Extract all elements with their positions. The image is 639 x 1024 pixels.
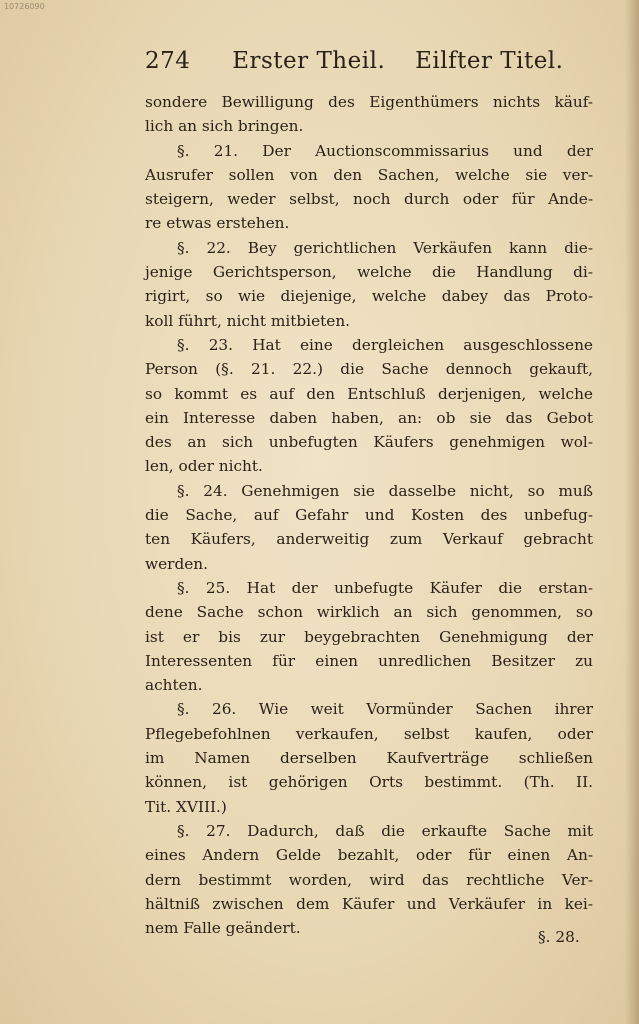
text-line: des an sich unbefugten Käufers genehmigen wol- xyxy=(145,433,593,452)
page-number: 274 xyxy=(145,48,191,74)
body-text xyxy=(145,90,593,940)
text-line: §. 23. Hat eine dergleichen ausgeschlossene xyxy=(177,335,593,354)
text-line: die Sache, auf Gefahr und Kosten des unbefug- xyxy=(145,506,593,525)
paragraph xyxy=(145,236,593,333)
text-line: ein Interesse daben haben, an: ob sie das Gebot xyxy=(145,408,593,427)
page-header xyxy=(145,48,595,74)
text-line: so kommt es auf den Entschluß derjenigen, welche xyxy=(145,384,593,403)
text-line: §. 24. Genehmigen sie dasselbe nicht, so muß xyxy=(177,481,593,500)
catchword: §. 28. xyxy=(538,928,580,946)
paragraph xyxy=(145,479,593,576)
page-edge-shadow xyxy=(625,0,639,1024)
text-line: Interessenten für einen unredlichen Besitzer zu xyxy=(145,651,593,670)
text-line: Tit. XVIII.) xyxy=(145,797,227,816)
text-line: Pflegebefohlnen verkaufen, selbst kaufen, oder xyxy=(145,724,593,743)
text-line: §. 22. Bey gerichtlichen Verkäufen kann die- xyxy=(177,238,593,257)
paragraph xyxy=(145,90,593,139)
running-title-left: Erster Theil. xyxy=(232,48,386,74)
text-line: dern bestimmt worden, wird das rechtliche Ver- xyxy=(145,870,593,889)
catalog-number: 10726090 xyxy=(4,2,45,11)
text-line: steigern, weder selbst, noch durch oder für Ande- xyxy=(145,190,593,209)
text-line: hältniß zwischen dem Käufer und Verkäufer in kei- xyxy=(145,894,593,913)
text-line: achten. xyxy=(145,676,203,695)
text-line: §. 25. Hat der unbefugte Käufer die erstan- xyxy=(177,578,593,597)
paragraph xyxy=(145,139,593,236)
text-line: len, oder nicht. xyxy=(145,457,263,476)
text-line: sondere Bewilligung des Eigenthümers nichts käuf- xyxy=(145,93,593,111)
text-line: §. 27. Dadurch, daß die erkaufte Sache mit xyxy=(177,821,593,840)
text-line: im Namen derselben Kaufverträge schließen xyxy=(145,749,593,768)
text-line: §. 26. Wie weit Vormünder Sachen ihrer xyxy=(177,700,593,719)
text-line: lich an sich bringen. xyxy=(145,117,304,136)
text-line: jenige Gerichtsperson, welche die Handlung di- xyxy=(145,263,593,282)
running-title-right: Eilfter Titel. xyxy=(415,48,564,74)
paragraph xyxy=(145,697,593,818)
text-line: Ausrufer sollen von den Sachen, welche sie ver- xyxy=(145,165,593,184)
text-line: koll führt, nicht mitbieten. xyxy=(145,311,351,330)
text-line: rigirt, so wie diejenige, welche dabey das Proto- xyxy=(145,287,593,306)
text-line: Person (§. 21. 22.) die Sache dennoch gekauft, xyxy=(145,360,593,379)
paragraph xyxy=(145,819,593,940)
text-line: nem Falle geändert. xyxy=(145,919,301,938)
text-line: dene Sache schon wirklich an sich genommen, so xyxy=(145,603,593,622)
text-line: ten Käufers, anderweitig zum Verkauf gebracht xyxy=(145,530,593,549)
text-line: re etwas erstehen. xyxy=(145,214,290,233)
text-line: eines Andern Gelde bezahlt, oder für einen An- xyxy=(145,846,593,865)
text-line: ist er bis zur beygebrachten Genehmigung der xyxy=(145,627,593,646)
paragraph xyxy=(145,333,593,479)
text-line: können, ist gehörigen Orts bestimmt. (Th. II. xyxy=(145,773,593,792)
paragraph xyxy=(145,576,593,697)
text-line: §. 21. Der Auctionscommissarius und der xyxy=(177,141,593,160)
text-line: werden. xyxy=(145,554,209,573)
